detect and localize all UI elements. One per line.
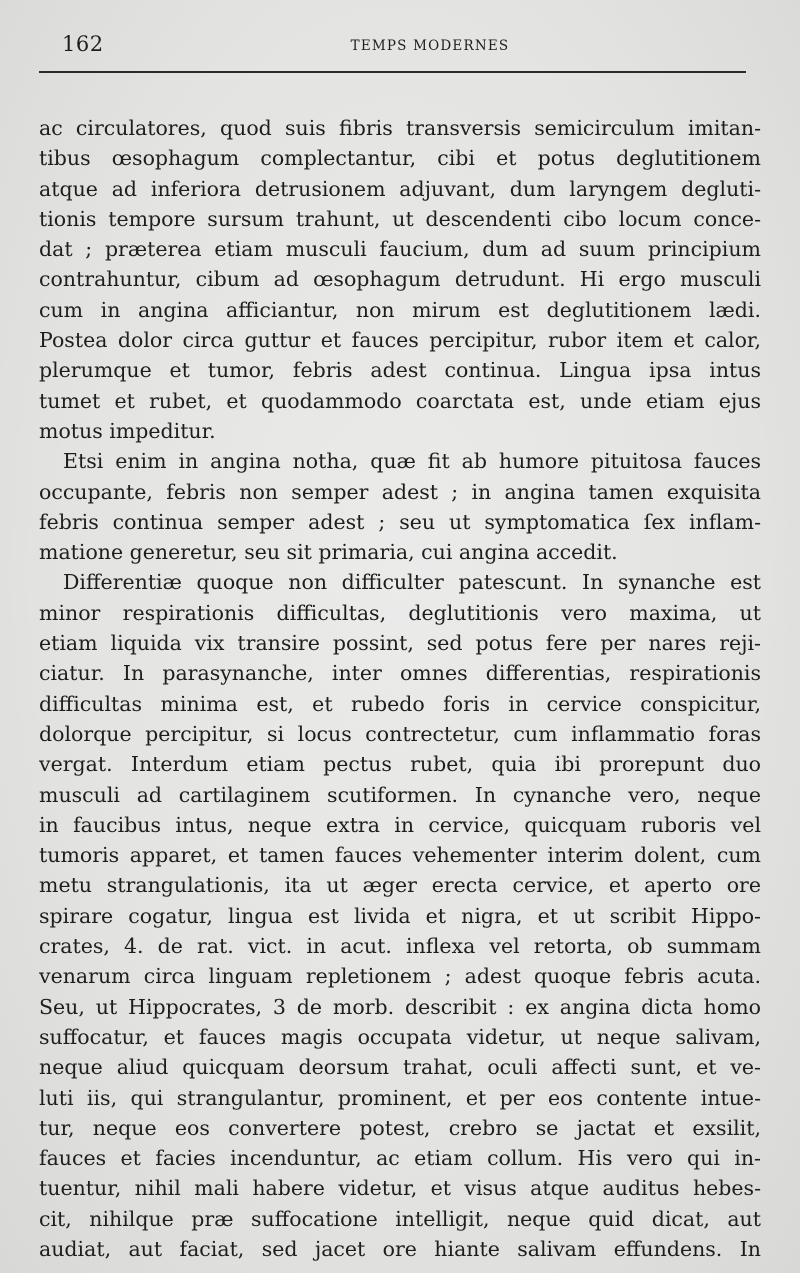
text-line: suffocatur, et fauces magis occupata videtur, ut neque salivam, (39, 1024, 761, 1049)
text-line: musculi ad cartilaginem scutiformen. In cynanche vero, neque (39, 782, 761, 807)
text-line: spirare cogatur, lingua est livida et nigra, et ut scribit Hippo- (39, 903, 761, 928)
text-line: minor respirationis difficultas, deglutitionis vero maxima, ut (39, 600, 761, 625)
text-line: dolorque percipitur, si locus contrectetur, cum inflammatio foras (39, 721, 761, 746)
text-line: crates, 4. de rat. vict. in acut. inflexa vel retorta, ob summam (39, 934, 761, 959)
text-line: etiam liquida vix transire possint, sed potus fere per nares reji- (39, 631, 761, 656)
paragraph (39, 446, 761, 567)
text-line: Differentiæ quoque non difficulter patescunt. In synanche est (63, 570, 761, 595)
paragraph (39, 113, 761, 446)
paragraph (39, 567, 761, 1264)
text-line: cit, nihilque præ suffocatione intelligit, neque quid dicat, aut (39, 1206, 761, 1231)
text-line: atque ad inferiora detrusionem adjuvant, dum laryngem degluti- (39, 176, 761, 201)
text-line: tionis tempore sursum trahunt, ut descendenti cibo locum conce- (39, 206, 761, 231)
text-line: luti iis, qui strangulantur, prominent, et per eos contente intue- (39, 1085, 761, 1110)
text-line: fauces et facies incenduntur, ac etiam collum. His vero qui in- (39, 1146, 761, 1171)
text-line: tumet et rubet, et quodammodo coarctata est, unde etiam ejus (39, 388, 761, 413)
text-line: vergat. Interdum etiam pectus rubet, quia ibi prorepunt duo (39, 752, 761, 777)
text-line: ac circulatores, quod suis fibris transversis semicirculum imitan- (39, 116, 761, 140)
text-line: venarum circa linguam repletionem ; adest quoque febris acuta. (39, 964, 761, 989)
text-line: matione generetur, seu sit primaria, cui angina accedit. (39, 540, 618, 565)
text-line: tibus œsophagum complectantur, cibi et potus deglutitionem (39, 146, 761, 171)
header-rule (39, 71, 746, 73)
text-line: motus impeditur. (39, 418, 216, 443)
text-line: Postea dolor circa guttur et fauces percipitur, rubor item et calor, (39, 328, 761, 353)
page-header (50, 30, 750, 60)
text-line: cum in angina afficiantur, non mirum est deglutitionem lædi. (39, 297, 761, 322)
text-line: tumoris apparet, et tamen fauces vehementer interim dolent, cum (39, 843, 761, 868)
text-line: febris continua semper adest ; seu ut symptomatica ſex inflam- (39, 509, 761, 534)
text-line: difficultas minima est, et rubedo foris in cervice conspicitur, (39, 691, 761, 716)
text-line: Seu, ut Hippocrates, 3 de morb. describit : ex angina dicta homo (39, 994, 761, 1019)
page-number: 162 (62, 32, 104, 56)
running-title: TEMPS MODERNES (350, 38, 510, 54)
text-line: tuentur, nihil mali habere videtur, et visus atque auditus hebes- (39, 1176, 761, 1201)
text-line: tur, neque eos convertere potest, crebro se jactat et exsilit, (39, 1115, 761, 1140)
text-line: dat ; præterea etiam musculi faucium, dum ad suum principium (39, 237, 761, 262)
text-line: audiat, aut faciat, sed jacet ore hiante salivam effundens. In (39, 1236, 761, 1261)
text-line: Etsi enim in angina notha, quæ fit ab humore pituitosa fauces (63, 449, 761, 474)
body-text (39, 113, 761, 1264)
text-line: in faucibus intus, neque extra in cervice, quicquam ruboris vel (39, 812, 761, 837)
text-line: ciatur. In parasynanche, inter omnes differentias, respirationis (39, 661, 761, 686)
text-line: plerumque et tumor, febris adest continua. Lingua ipsa intus (39, 358, 761, 383)
text-line: contrahuntur, cibum ad œsophagum detrudunt. Hi ergo musculi (39, 267, 761, 292)
text-line: occupante, febris non semper adest ; in angina tamen exquisita (39, 479, 761, 504)
text-line: metu strangulationis, ita ut æger erecta cervice, et aperto ore (39, 873, 761, 898)
text-line: neque aliud quicquam deorsum trahat, oculi affecti sunt, et ve- (39, 1055, 761, 1080)
